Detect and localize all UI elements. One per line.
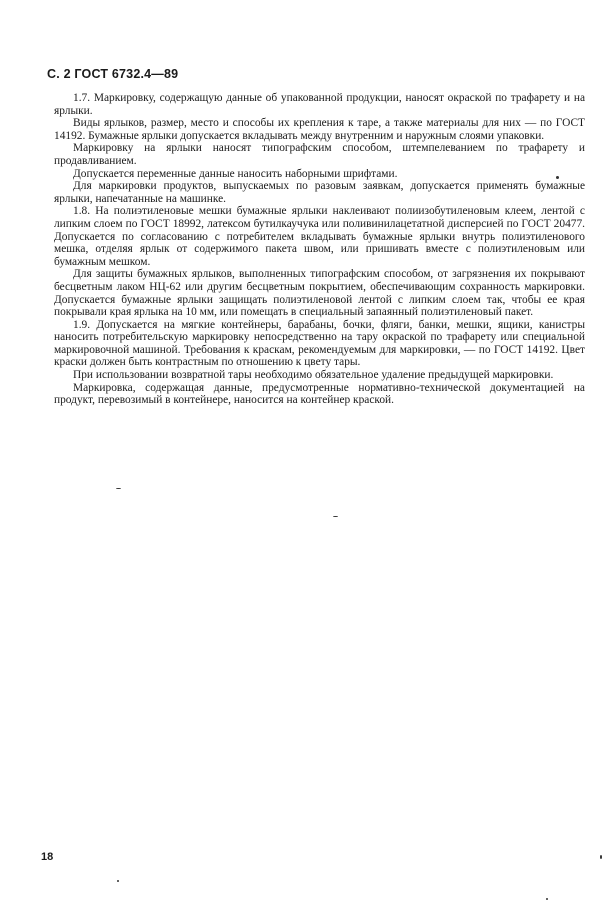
page-header: С. 2 ГОСТ 6732.4—89 bbox=[47, 67, 179, 81]
body-text bbox=[54, 92, 585, 407]
paragraph: Маркировку на ярлыки наносят типографским способом, штемпелеванием по трафарету и продавливанием. bbox=[54, 142, 585, 167]
paragraph: 1.9. Допускается на мягкие контейнеры, барабаны, бочки, фляги, банки, мешки, ящики, канистры наносить потребительскую маркировку непосредственно на тару окраской по трафарету или специальной маркировочной машиной. Требования к краскам, рекомендуемым для маркировки, — по ГОСТ 14192. Цвет краски должен быть контрастным по отношению к цвету тары. bbox=[54, 318, 585, 369]
scan-speck bbox=[333, 516, 338, 517]
scan-speck bbox=[117, 880, 119, 882]
scan-speck bbox=[600, 855, 602, 859]
scan-speck bbox=[556, 176, 559, 179]
paragraph: Для маркировки продуктов, выпускаемых по разовым заявкам, допускается применять бумажные ярлыки, напечатанные на машинке. bbox=[54, 180, 585, 205]
paragraph: Допускается переменные данные наносить наборными шрифтами. bbox=[73, 167, 398, 180]
scan-speck bbox=[116, 488, 121, 489]
paragraph: При использовании возвратной тары необходимо обязательное удаление предыдущей маркировки. bbox=[73, 369, 554, 382]
paragraph: Виды ярлыков, размер, место и способы их крепления к таре, а также материалы для них — по ГОСТ 14192. Бумажные ярлыки допускается вкладывать между внутренним и наружным слоями упаковки. bbox=[54, 117, 585, 142]
paragraph: Маркировка, содержащая данные, предусмотренные нормативно-технической документацией на продукт, перевозимый в контейнере, наносится на контейнер краской. bbox=[54, 381, 585, 407]
paragraph: 1.8. На полиэтиленовые мешки бумажные ярлыки наклеивают полиизобутиленовым клеем, лентой с липким слоем по ГОСТ 18992, латексом бутилкаучука или поливинилацетатной дисперсией по ГОСТ 20477. Допускается по согласованию с потребителем вкладывать бумажные ярлыки внутрь полиэтиленового мешка, отделяя ярлык от содержимого пакета швом, или пришивать вместе с полиэтиленовым или бумажным мешком. bbox=[54, 205, 585, 268]
page-number: 18 bbox=[41, 851, 54, 863]
scan-speck bbox=[546, 898, 548, 900]
paragraph: Для защиты бумажных ярлыков, выполненных типографским способом, от загрязнения их покрывают бесцветным лаком НЦ-62 или другим бесцветным покрытием, обеспечивающим сохранность маркировки. Допускается бумажные ярлыки защищать полиэтиленовой лентой с липким слоем так, чтобы ее края покрывали края ярлыка на 10 мм, или помещать в специальный запаянный полиэтиленовый пакет. bbox=[54, 268, 585, 319]
paragraph: 1.7. Маркировку, содержащую данные об упакованной продукции, наносят окраской по трафарету и на ярлыки. bbox=[54, 92, 585, 117]
